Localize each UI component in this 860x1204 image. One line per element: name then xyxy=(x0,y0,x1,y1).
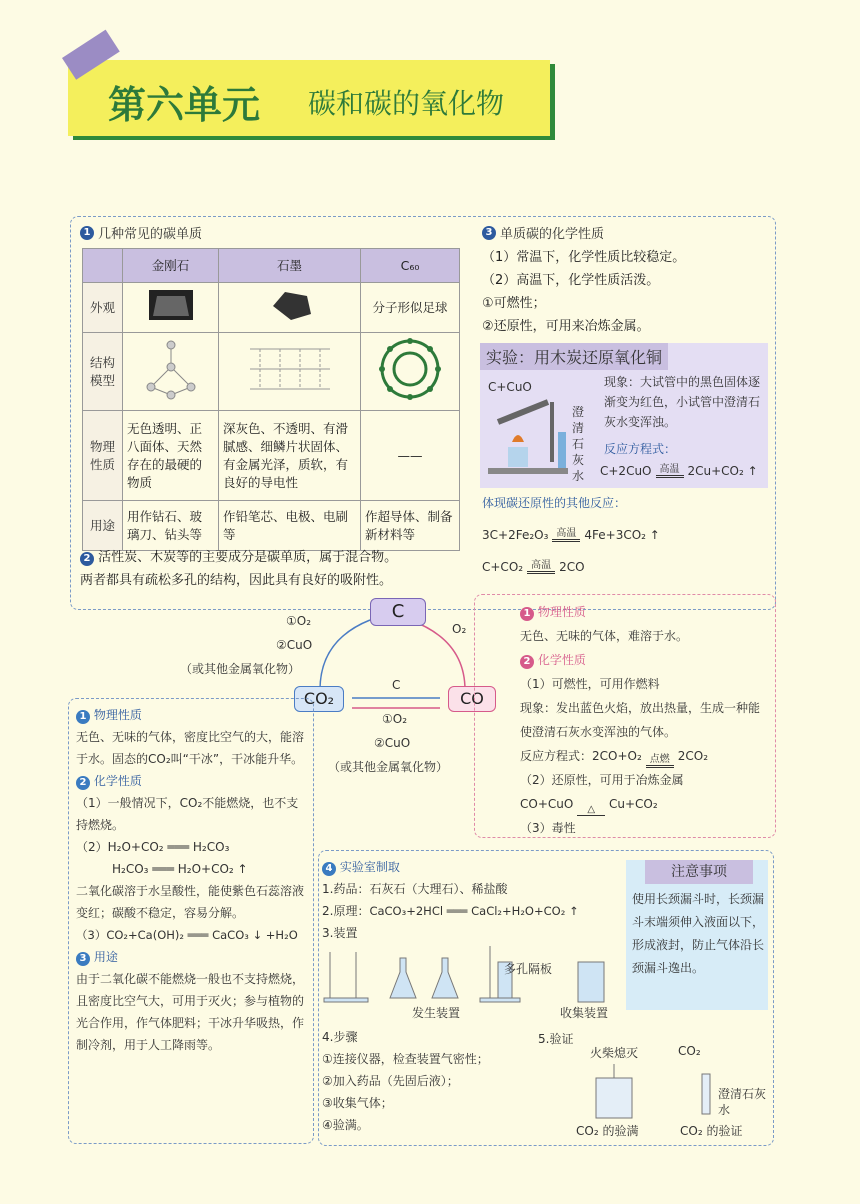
experiment-observation: 现象：大试管中的黑色固体逐渐变为红色，小试管中澄清石灰水变浑浊。 xyxy=(604,375,761,429)
c60-structure-icon xyxy=(375,337,445,401)
collector-label: 收集装置 xyxy=(560,1006,609,1020)
row-label: 外观 xyxy=(83,283,123,333)
co2-node: CO₂ xyxy=(294,686,344,712)
co-node: CO xyxy=(448,686,496,712)
verification-icon xyxy=(586,1064,726,1120)
co2-content: 1 物理性质 无色、无味的气体，密度比空气的大，能溶于水。固态的CO₂叫“干冰”，干冰能升华。 2 化学性质 （1）一般情况下，CO₂不能燃烧，也不支持燃烧。 （2）H₂O+CO₂ ═══ H₂CO₃ H₂CO₃ ═══ H₂O+CO₂ ↑ 二氧化碳溶于水呈酸性，能使紫色石蕊溶液变红；碳酸不稳定，容易分解。 （3）CO₂+Ca(OH)₂ ═══ CaCO₃ ↓ +H₂O 3 用途 由于二氧化碳不能燃烧一般也不支持燃烧，且密度比空气大，可用于灭火；参与植物的光合作用，作气体肥料；干冰升华吸热，作制冷剂，用于人工降雨等。 xyxy=(76,708,305,1052)
apparatus-setup-icon xyxy=(320,942,620,1006)
carbon-table: 金刚石 石墨 C₆₀ 外观 分子形似足球 结构模型 物理性质 无色透明、正八面体、天然存在的最硬的物质 深灰色、不透明、有滑腻感、细鳞片状固体、有金属光泽，质软，有良好的导电性 —— 用途 用作钻石、玻璃刀、钻头等 作铅笔芯、电极、电刷等 作超导体、制备新材料等 xyxy=(82,248,460,551)
sec3-text: （1）常温下，化学性质比较稳定。 （2）高温下，化学性质活泼。 ①可燃性； ②还原性，可用来冶炼金属。 xyxy=(482,250,686,334)
graphite-photo xyxy=(265,286,315,324)
graphite-structure-icon xyxy=(240,337,340,401)
notice-text: 使用长颈漏斗时，长颈漏斗末端须伸入液面以下，形成液封，防止气体沿长颈漏斗逸出。 xyxy=(632,892,765,975)
carbon-node: C xyxy=(370,598,426,626)
experiment-equation: C+2CuO 高温 2Cu+CO₂ ↑ xyxy=(600,464,758,478)
col-diamond: 金刚石 xyxy=(123,249,219,283)
unit-topic: 碳和碳的氧化物 xyxy=(308,87,505,120)
lab-content: 4 实验室制取 1.药品：石灰石（大理石）、稀盐酸 2.原理：CaCO₃+2HCl ═══ CaCl₂+H₂O+CO₂ ↑ 3.装置 xyxy=(322,860,579,940)
sec2-text: 2 活性炭、木炭等的主要成分是碳单质，属于混合物。 两者都具有疏松多孔的结构，因此具有良好的吸附性。 xyxy=(80,550,398,588)
co-content: 1 物理性质 无色、无味的气体，难溶于水。 2 化学性质 （1）可燃性，可用作燃料 现象：发出蓝色火焰，放出热量，生成一种能使澄清石灰水变浑浊的气体。 反应方程式：2CO+O₂ 点燃 2CO₂ （2）还原性，可用于冶炼金属 CO+CuO △ Cu+CO₂ （3）毒性 xyxy=(520,605,761,835)
col-graphite: 石墨 xyxy=(219,249,361,283)
unit-title: 第六单元 xyxy=(108,82,261,127)
apparatus-icon xyxy=(488,392,578,478)
notice-title: 注意事项 xyxy=(645,860,753,884)
generator-label: 发生装置 xyxy=(412,1006,461,1020)
lime-water-label: 澄清石灰水 xyxy=(572,405,585,483)
diamond-structure-icon xyxy=(131,337,211,401)
lab-steps: 4.步骤 ①连接仪器，检查装置气密性； ②加入药品（先固后液）； ③收集气体； ④验满。 xyxy=(322,1030,489,1132)
diamond-photo xyxy=(141,286,201,324)
col-c60: C₆₀ xyxy=(361,249,460,283)
sec3-heading: 3 单质碳的化学性质 xyxy=(482,223,604,242)
experiment-title: 实验：用木炭还原氧化铜 xyxy=(480,343,668,370)
sec1-heading: 1 几种常见的碳单质 xyxy=(80,223,202,242)
